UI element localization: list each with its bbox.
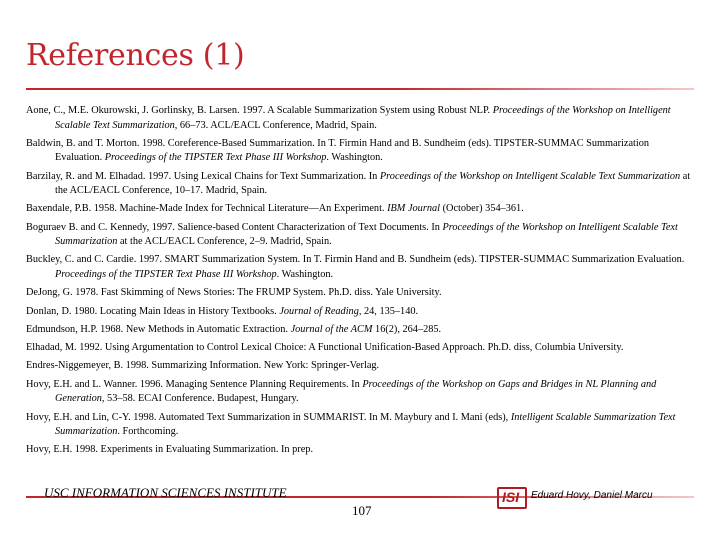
slide-title: References (1) bbox=[26, 38, 245, 73]
institute-name: USC INFORMATION SCIENCES INSTITUTE bbox=[44, 485, 287, 500]
reference-venue: Journal of the ACM bbox=[290, 323, 373, 335]
reference-entry bbox=[26, 359, 694, 374]
reference-text: Hovy, E.H. and L. Wanner. 1996. Managing Sentence Planning Requirements. In bbox=[26, 378, 363, 390]
reference-text: Baxendale, P.B. 1958. Machine-Made Index for Technical Literature—An Experiment. bbox=[26, 203, 388, 215]
title-divider bbox=[26, 88, 694, 90]
reference-text: Buckley, C. and C. Cardie. 1997. SMART Summarization System. In T. Firmin Hand and B. Sundheim (eds). TIPSTER-SUMMAC Summarization Evaluation. bbox=[26, 254, 685, 266]
reference-venue: Intelligent Scalable Summarization Text Summarization bbox=[55, 411, 676, 438]
reference-text: DeJong, G. 1978. Fast Skimming of News Stories: The FRUMP System. Ph.D. diss. Yale University. bbox=[26, 287, 442, 299]
reference-entry bbox=[26, 305, 694, 320]
reference-entry bbox=[26, 104, 694, 133]
reference-text: Donlan, D. 1980. Locating Main Ideas in History Textbooks. bbox=[26, 305, 280, 317]
reference-text: . Forthcoming. bbox=[117, 426, 179, 438]
reference-text: Hovy, E.H. 1998. Experiments in Evaluating Summarization. In prep. bbox=[26, 444, 314, 456]
reference-entry bbox=[26, 253, 694, 282]
reference-venue: Proceedings of the TIPSTER Text Phase III Workshop bbox=[55, 268, 277, 280]
reference-text: Barzilay, R. and M. Elhadad. 1997. Using Lexical Chains for Text Summarization. In bbox=[26, 170, 380, 182]
reference-text: 16(2), 264–285. bbox=[372, 323, 442, 335]
author-names: Eduard Hovy, Daniel Marcu bbox=[531, 490, 653, 501]
isi-logo-icon: ISI bbox=[497, 487, 527, 509]
reference-entry bbox=[26, 341, 694, 356]
reference-venue: Proceedings of the Workshop on Intelligent Scalable Text Summarization bbox=[55, 221, 678, 248]
reference-entry bbox=[26, 286, 694, 301]
reference-entry bbox=[26, 202, 694, 217]
reference-entry bbox=[26, 378, 694, 407]
reference-venue: Proceedings of the Workshop on Gaps and Bridges in NL Planning and Generation bbox=[55, 378, 657, 405]
reference-text: Endres-Niggemeyer, B. 1998. Summarizing Information. New York: Springer-Verlag. bbox=[26, 360, 380, 372]
reference-text: Baldwin, B. and T. Morton. 1998. Coreference-Based Summarization. In T. Firmin Hand and B. Sundheim (eds). TIPSTER-SUMMAC Summarization Evaluation. bbox=[26, 137, 650, 164]
page-number: 107 bbox=[352, 503, 372, 518]
reference-list bbox=[26, 104, 694, 462]
reference-text: at the ACL/EACL Conference, 10–17. Madrid, Spain. bbox=[55, 170, 691, 197]
reference-text: (October) 354–361. bbox=[440, 203, 524, 215]
reference-entry bbox=[26, 411, 694, 440]
reference-text: Elhadad, M. 1992. Using Argumentation to Control Lexical Choice: A Functional Unification-Based Approach. Ph.D. diss, Columbia University. bbox=[26, 342, 624, 354]
reference-text: Boguraev B. and C. Kennedy, 1997. Salience-based Content Characterization of Text Documents. In bbox=[26, 221, 443, 233]
reference-text: , 66–73. ACL/EACL Conference, Madrid, Spain. bbox=[174, 119, 377, 131]
reference-venue: IBM Journal bbox=[387, 203, 440, 215]
reference-text: , 53–58. ECAI Conference. Budapest, Hungary. bbox=[101, 393, 299, 405]
reference-text: Aone, C., M.E. Okurowski, J. Gorlinsky, B. Larsen. 1997. A Scalable Summarization System using Robust NLP. bbox=[26, 105, 493, 116]
reference-entry bbox=[26, 221, 694, 250]
reference-text: Edmundson, H.P. 1968. New Methods in Automatic Extraction. bbox=[26, 323, 291, 335]
reference-text: , 24, 135–140. bbox=[358, 305, 419, 317]
reference-venue: Journal of Reading bbox=[279, 305, 359, 317]
reference-text: at the ACL/EACL Conference, 2–9. Madrid, Spain. bbox=[117, 236, 332, 248]
reference-venue: Proceedings of the Workshop on Intelligent Scalable Text Summarization bbox=[379, 170, 681, 182]
reference-text: . Washington. bbox=[276, 268, 334, 280]
reference-text: . Washington. bbox=[326, 152, 383, 164]
reference-entry bbox=[26, 170, 694, 199]
reference-text: Hovy, E.H. and Lin, C-Y. 1998. Automated Text Summarization in SUMMARIST. In M. Maybury and I. Mani (eds), bbox=[26, 411, 511, 423]
reference-entry bbox=[26, 443, 694, 458]
reference-entry bbox=[26, 137, 694, 166]
reference-venue: Proceedings of the Workshop on Intelligent Scalable Text Summarization bbox=[55, 105, 671, 131]
reference-venue: Proceedings of the TIPSTER Text Phase III Workshop bbox=[104, 152, 327, 164]
reference-entry bbox=[26, 323, 694, 338]
